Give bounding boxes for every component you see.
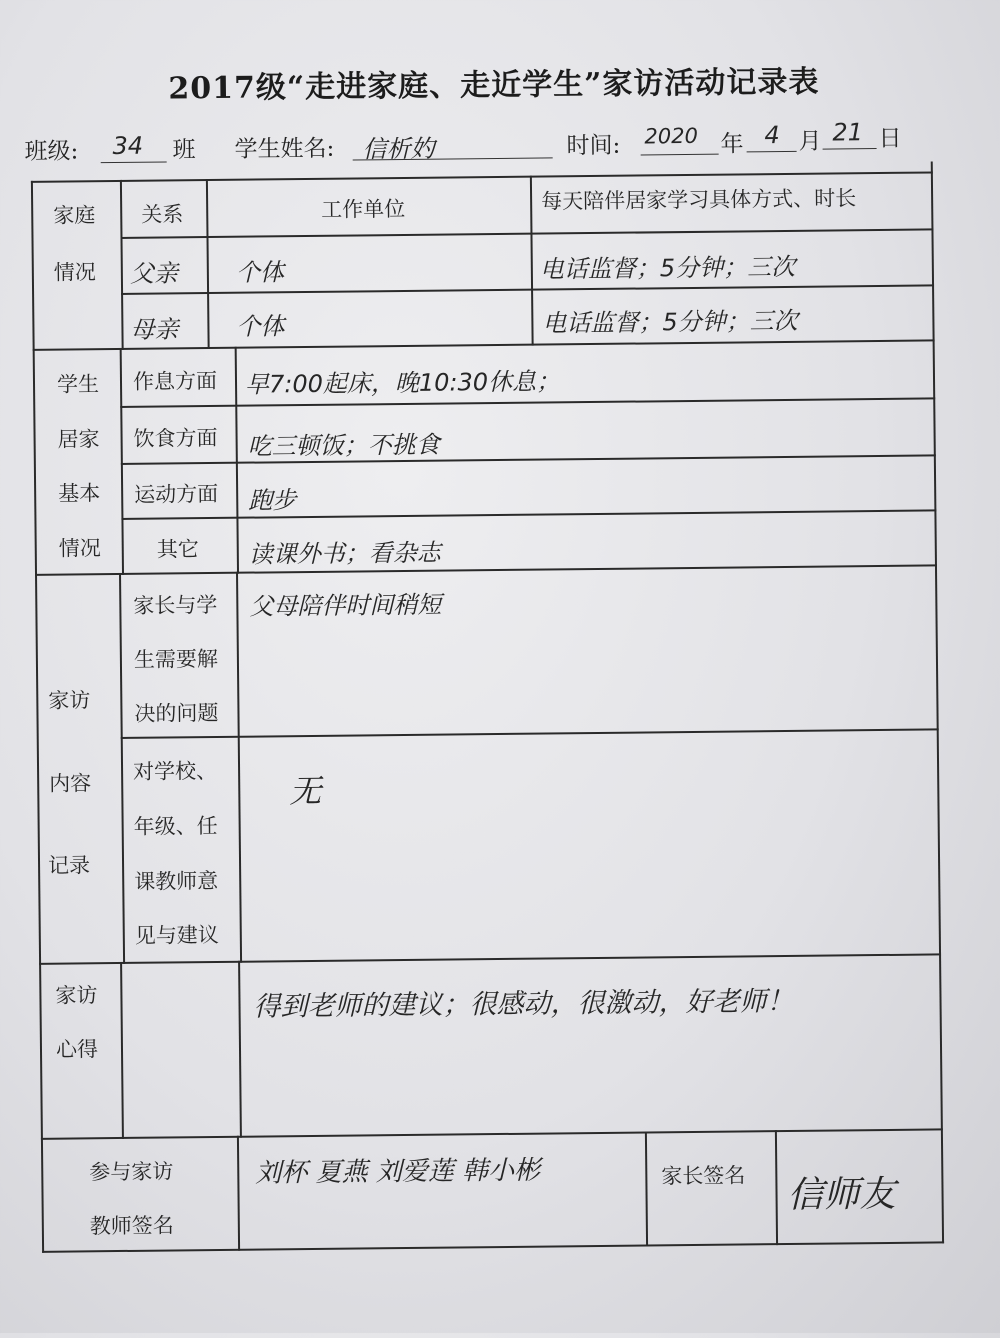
diet-value: 吃三顿饭；不挑食 (247, 430, 440, 461)
form-title: 2017级“走进家庭、走近学生”家访活动记录表 (168, 64, 820, 107)
advice-label-line-1: 对学校、 (132, 758, 218, 784)
advice-label-line-3: 课教师意 (134, 868, 219, 894)
family-col-2 (206, 179, 210, 349)
visit-col-1 (119, 573, 125, 964)
problems-label-line-2: 生需要解 (133, 646, 219, 672)
schedule-label: 作息方面 (132, 368, 218, 394)
family-section-label-2: 情况 (53, 260, 96, 285)
month-value: 4 (764, 121, 780, 150)
student-row-2 (121, 454, 936, 465)
signature-col-3 (775, 1130, 778, 1245)
advice-label-line-4: 见与建议 (134, 922, 219, 948)
schedule-value: 早7:00起床，晚10:30休息； (244, 367, 561, 399)
student-col-2 (235, 347, 239, 574)
problems-label-line-3: 决的问题 (134, 700, 219, 726)
visit-section-label-3: 记录 (47, 853, 91, 878)
teacher-signatures: 刘杯 夏燕 刘爱莲 韩小彬 (255, 1155, 541, 1189)
day-suffix: 日 (878, 125, 902, 153)
mother-relation: 母亲 (130, 315, 179, 344)
diet-label: 饮食方面 (133, 425, 218, 451)
other-value: 读课外书；看杂志 (248, 538, 441, 569)
student-row-3 (121, 509, 936, 520)
student-row-1 (120, 397, 935, 408)
student-section-label-2: 居家 (57, 427, 100, 452)
work-column-header: 工作单位 (321, 196, 406, 222)
other-label: 其它 (156, 537, 199, 562)
table-right-border (931, 161, 944, 1243)
parent-signature: 信师友 (787, 1173, 896, 1217)
table-bottom-border (42, 1241, 944, 1252)
study-column-header: 每天陪伴居家学习具体方式、时长 (541, 186, 857, 214)
class-underline (101, 161, 167, 163)
student-name-label: 学生姓名: (234, 135, 335, 163)
student-col-1 (120, 348, 124, 575)
visit-section-bottom (39, 953, 941, 964)
time-label: 时间: (566, 132, 621, 160)
month-underline (747, 151, 797, 153)
experience-value: 得到老师的建议；很感动，很激动，好老师！ (253, 985, 794, 1023)
signature-col-2 (645, 1131, 648, 1246)
teacher-signature-label-1: 参与家访 (89, 1159, 174, 1185)
year-value: 2020 (644, 123, 699, 149)
day-underline (823, 148, 877, 150)
class-suffix: 班 (172, 137, 196, 164)
father-study: 电话监督；5分钟；三次 (539, 252, 796, 284)
father-relation: 父亲 (129, 259, 179, 288)
exercise-value: 跑步 (248, 486, 297, 515)
visit-section-label-2: 内容 (49, 771, 92, 796)
mother-study: 电话监督；5分钟；三次 (542, 306, 798, 338)
student-section-label-1: 学生 (56, 372, 100, 397)
visit-col-2 (236, 572, 242, 963)
year-underline (641, 154, 719, 156)
experience-label-line-1: 家访 (55, 983, 98, 1008)
family-section-label-1: 家庭 (53, 203, 96, 228)
advice-value: 无 (289, 771, 322, 811)
exercise-label: 运动方面 (134, 481, 219, 507)
table-top-border (31, 171, 933, 182)
signature-col-1 (237, 1136, 240, 1251)
table-left-border (31, 181, 44, 1253)
student-name-value: 信析妁 (362, 134, 435, 164)
class-value: 34 (112, 131, 144, 161)
father-work: 个体 (235, 258, 285, 287)
class-label: 班级: (24, 138, 79, 165)
visit-section-label-1: 家访 (48, 688, 91, 713)
experience-section-bottom (41, 1128, 943, 1139)
student-section-bottom (35, 564, 937, 575)
month-suffix: 月 (798, 128, 822, 155)
problems-label-line-1: 家长与学 (133, 592, 218, 618)
day-value: 21 (832, 118, 864, 147)
relation-column-header: 关系 (141, 202, 184, 227)
teacher-signature-label-2: 教师签名 (89, 1213, 174, 1239)
family-row-1 (120, 228, 933, 239)
family-col-3 (530, 176, 534, 346)
student-section-label-4: 情况 (58, 536, 101, 561)
advice-label-line-2: 年级、任 (133, 813, 218, 839)
experience-col-1 (120, 962, 124, 1139)
student-section-label-3: 基本 (58, 481, 101, 506)
experience-label-line-2: 心得 (55, 1037, 99, 1062)
mother-work: 个体 (236, 312, 285, 341)
experience-col-2 (238, 961, 242, 1138)
visit-row-1 (121, 728, 939, 739)
family-col-1 (120, 180, 124, 350)
problems-value: 父母陪伴时间稍短 (249, 590, 442, 621)
year-suffix: 年 (720, 131, 744, 158)
parent-signature-label: 家长签名 (661, 1163, 746, 1189)
